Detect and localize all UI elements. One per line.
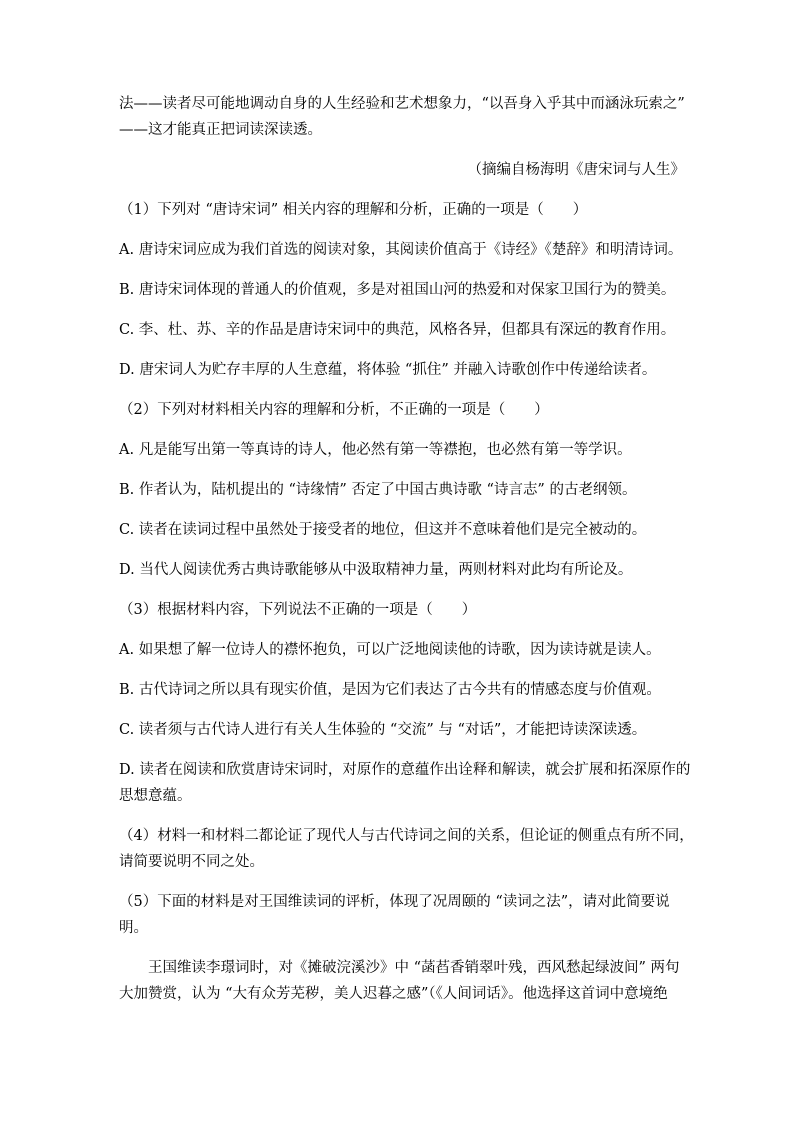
material-line: 大加赞赏，认为 “大有众芳芜秽，美人迟暮之感”（《人间词话》。他选择这首词中意境绝 xyxy=(119,986,668,1002)
question-1-option-b: B. 唐诗宋词体现的普通人的价值观，多是对祖国山河的热爱和对保家卫国行为的赞美。 xyxy=(119,282,676,298)
option-line: D. 读者在阅读和欣赏唐诗宋词时，对原作的意蕴作出诠释和解读，就会扩展和拓深原作的 xyxy=(119,762,691,778)
question-1-stem: （1）下列对 “唐诗宋词” 相关内容的理解和分析，正确的一项是（ ） xyxy=(119,202,588,218)
option-line: 思想意蕴。 xyxy=(119,788,192,804)
passage-line: ——这才能真正把词读深读透。 xyxy=(119,122,322,138)
question-2-option-d: D. 当代人阅读优秀古典诗歌能够从中汲取精神力量，两则材料对此均有所论及。 xyxy=(119,562,633,578)
document-page xyxy=(119,94,694,1004)
question-3-option-c: C. 读者须与古代诗人进行有关人生体验的 “交流” 与 “对话”，才能把诗读深读透。 xyxy=(119,722,647,738)
question-3-option-a: A. 如果想了解一位诗人的襟怀抱负，可以广泛地阅读他的诗歌，因为读诗就是读人。 xyxy=(119,642,661,658)
material-line: 王国维读李璟词时，对《摊破浣溪沙》中 “菡萏香销翠叶残，西风愁起绿波间” 两句 xyxy=(148,960,680,976)
question-1-option-d: D. 唐宋词人为贮存丰厚的人生意蕴，将体验 “抓住” 并融入诗歌创作中传递给读者。 xyxy=(119,362,657,378)
question-line: 明。 xyxy=(119,920,148,936)
question-line: （5）下面的材料是对王国维读词的评析，体现了况周颐的 “读词之法”，请对此简要说 xyxy=(119,894,670,910)
material-paragraph xyxy=(119,958,685,1004)
question-2-option-b: B. 作者认为，陆机提出的 “诗缘情” 否定了中国古典诗歌 “诗言志” 的古老纲领。 xyxy=(119,482,637,498)
passage-line: 法——读者尽可能地调动自身的人生经验和艺术想象力，“以吾身入乎其中而涵泳玩索之” xyxy=(119,96,685,112)
question-1-option-a: A. 唐诗宋词应成为我们首选的阅读对象，其阅读价值高于《诗经》《楚辞》和明清诗词。 xyxy=(119,242,683,258)
question-2-option-a: A. 凡是能写出第一等真诗的诗人，他必然有第一等襟抱，也必然有第一等学识。 xyxy=(119,442,632,458)
source-note: （摘编自杨海明《唐宋词与人生》 xyxy=(467,162,685,178)
question-line: 请简要说明不同之处。 xyxy=(119,854,264,870)
question-3-stem: （3）根据材料内容，下列说法不正确的一项是（ ） xyxy=(119,602,477,618)
question-3-option-d xyxy=(119,760,691,806)
question-1-option-c: C. 李、杜、苏、辛的作品是唐诗宋词中的典范，风格各异，但都具有深远的教育作用。 xyxy=(119,322,676,338)
question-line: （4）材料一和材料二都论证了现代人与古代诗词之间的关系，但论证的侧重点有所不同， xyxy=(119,828,694,844)
question-5 xyxy=(119,892,685,938)
question-2-stem: （2）下列对材料相关内容的理解和分析，不正确的一项是（ ） xyxy=(119,402,549,418)
question-3-option-b: B. 古代诗词之所以具有现实价值，是因为它们表达了古今共有的情感态度与价值观。 xyxy=(119,682,661,698)
passage-tail xyxy=(119,94,685,140)
question-2-option-c: C. 读者在读词过程中虽然处于接受者的地位，但这并不意味着他们是完全被动的。 xyxy=(119,522,647,538)
question-4 xyxy=(119,826,694,872)
